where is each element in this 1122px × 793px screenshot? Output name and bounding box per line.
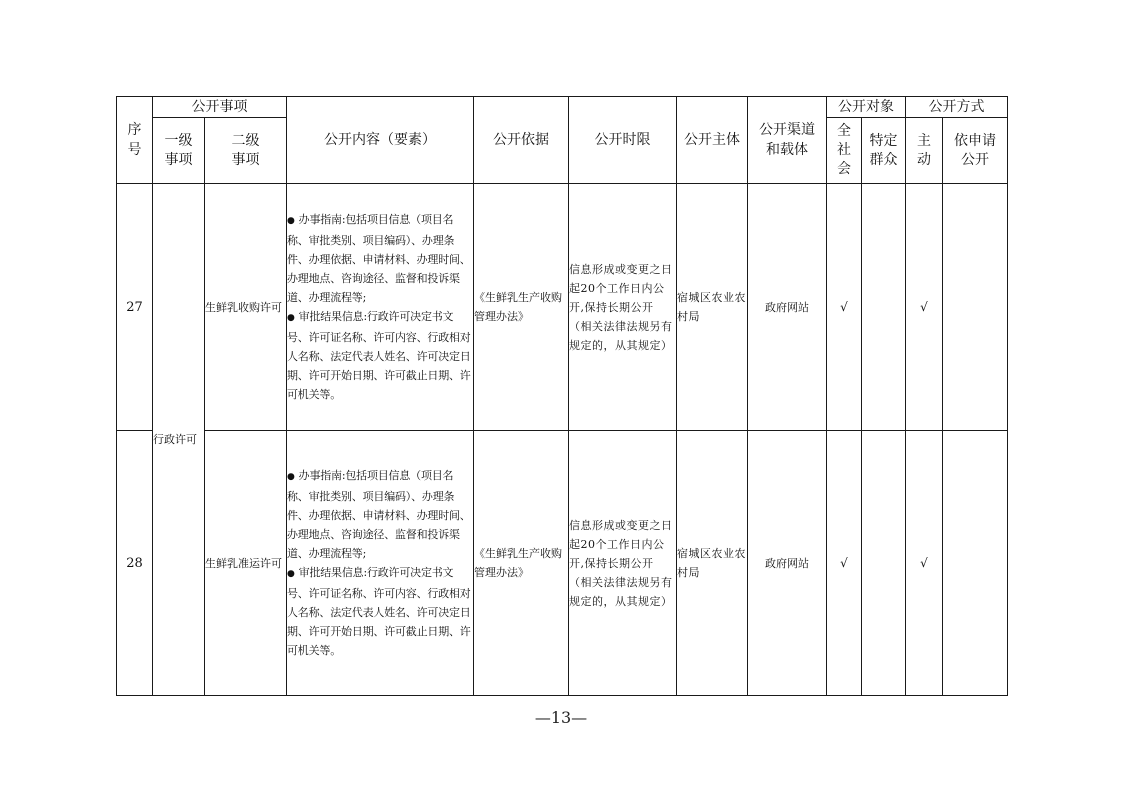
row-channel: 政府网站 xyxy=(748,431,827,696)
row-time-limit: 信息形成或变更之日起20个工作日内公开,保持长期公开（相关法律法规另有规定的，从其规定） xyxy=(569,184,677,431)
header-channel: 公开渠道和载体 xyxy=(748,97,827,184)
header-method-request: 依申请公开 xyxy=(943,118,1008,184)
header-audience: 公开对象 xyxy=(827,97,906,118)
header-time-limit: 公开时限 xyxy=(569,97,677,184)
content-item: ● 办事指南:包括项目信息（项目名称、审批类别、项目编码）、办理条件、办理依据、申请材料、办理时间、办理地点、咨询途径、监督和投诉渠道、办理流程等; xyxy=(287,469,471,560)
row-method-active: √ xyxy=(906,184,943,431)
row-method-active: √ xyxy=(906,431,943,696)
row-basis: 《生鲜乳生产收购管理办法》 xyxy=(474,184,569,431)
content-item: ● 审批结果信息:行政许可决定书文号、许可证名称、许可内容、行政相对人名称、法定代表人姓名、许可决定日期、许可开始日期、许可截止日期、许可机关等。 xyxy=(287,566,471,657)
row-content xyxy=(287,184,474,431)
table-row xyxy=(117,431,1008,696)
category-cell: 行政许可 xyxy=(153,184,205,696)
header-content: 公开内容（要素） xyxy=(287,97,474,184)
header-level2: 二级事项 xyxy=(205,118,287,184)
row-subject: 宿城区农业农村局 xyxy=(677,431,748,696)
header-method: 公开方式 xyxy=(906,97,1008,118)
header-public-matter: 公开事项 xyxy=(153,97,287,118)
header-method-active: 主动 xyxy=(906,118,943,184)
header-level1: 一级事项 xyxy=(153,118,205,184)
row-seq: 27 xyxy=(117,184,153,431)
row-level2: 生鲜乳准运许可 xyxy=(205,431,287,696)
row-method-request xyxy=(943,184,1008,431)
bullet-icon: ● xyxy=(287,569,295,579)
row-seq: 28 xyxy=(117,431,153,696)
row-content xyxy=(287,431,474,696)
bullet-icon: ● xyxy=(287,216,295,226)
page-number: —13— xyxy=(534,708,588,727)
row-subject: 宿城区农业农村局 xyxy=(677,184,748,431)
row-method-request xyxy=(943,431,1008,696)
row-audience-specific xyxy=(862,431,906,696)
content-item: ● 办事指南:包括项目信息（项目名称、审批类别、项目编码）、办理条件、办理依据、申请材料、办理时间、办理地点、咨询途径、监督和投诉渠道、办理流程等; xyxy=(287,213,471,304)
bullet-icon: ● xyxy=(287,472,295,482)
header-seq: 序号 xyxy=(117,97,153,184)
row-basis: 《生鲜乳生产收购管理办法》 xyxy=(474,431,569,696)
content-item: ● 审批结果信息:行政许可决定书文号、许可证名称、许可内容、行政相对人名称、法定代表人姓名、许可决定日期、许可开始日期、许可截止日期、许可机关等。 xyxy=(287,310,471,401)
header-audience-all: 全社会 xyxy=(827,118,862,184)
row-level2: 生鲜乳收购许可 xyxy=(205,184,287,431)
header-subject: 公开主体 xyxy=(677,97,748,184)
row-audience-specific xyxy=(862,184,906,431)
header-basis: 公开依据 xyxy=(474,97,569,184)
table-row xyxy=(117,184,1008,431)
disclosure-table xyxy=(116,96,1008,696)
row-channel: 政府网站 xyxy=(748,184,827,431)
row-audience-all: √ xyxy=(827,431,862,696)
row-time-limit: 信息形成或变更之日起20个工作日内公开,保持长期公开（相关法律法规另有规定的，从其规定） xyxy=(569,431,677,696)
header-audience-specific: 特定群众 xyxy=(862,118,906,184)
row-audience-all: √ xyxy=(827,184,862,431)
bullet-icon: ● xyxy=(287,313,295,323)
